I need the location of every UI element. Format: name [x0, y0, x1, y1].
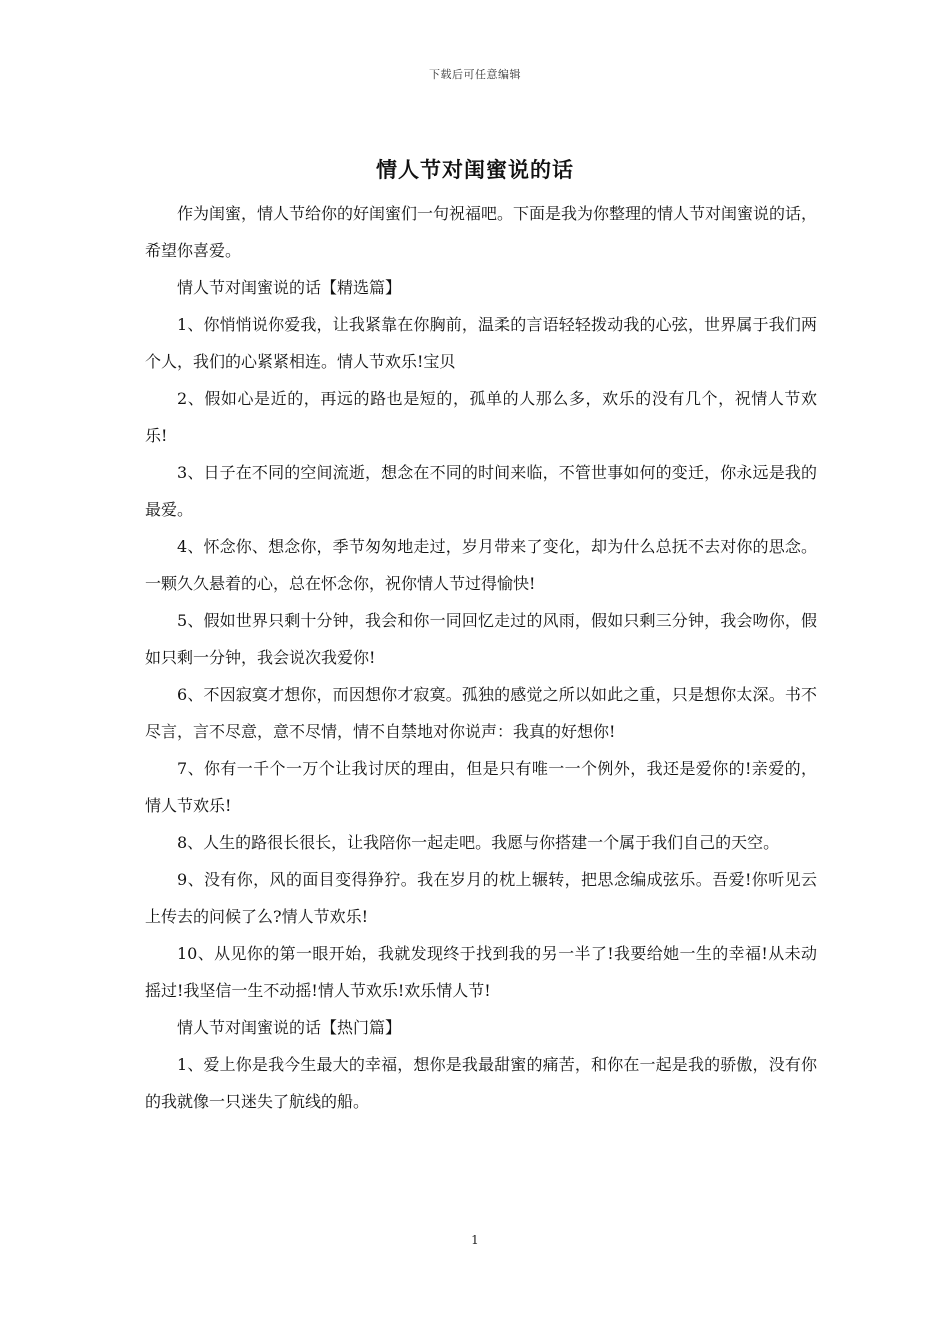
paragraph-item: 7、你有一千个一万个让我讨厌的理由，但是只有唯一一个例外，我还是爱你的!亲爱的，情人节欢乐! [145, 759, 817, 815]
page-number: 1 [471, 1233, 479, 1247]
intro-paragraph: 作为闺蜜，情人节给你的好闺蜜们一句祝福吧。下面是我为你整理的情人节对闺蜜说的话，希望你喜爱。 [145, 204, 818, 260]
header-note: 下载后可任意编辑 [429, 68, 521, 81]
paragraph-item: 6、不因寂寞才想你，而因想你才寂寞。孤独的感觉之所以如此之重，只是想你太深。书不尽言，言不尽意，意不尽情，情不自禁地对你说声：我真的好想你! [145, 685, 817, 741]
paragraph-item: 3、日子在不同的空间流逝，想念在不同的时间来临，不管世事如何的变迁，你永远是我的最爱。 [145, 463, 817, 519]
paragraph-item: 1、爱上你是我今生最大的幸福，想你是我最甜蜜的痛苦，和你在一起是我的骄傲，没有你的我就像一只迷失了航线的船。 [145, 1055, 817, 1111]
paragraph-item: 4、怀念你、想念你，季节匆匆地走过，岁月带来了变化，却为什么总抚不去对你的思念。一颗久久悬着的心，总在怀念你，祝你情人节过得愉快! [145, 537, 817, 593]
paragraph-item: 9、没有你，风的面目变得狰狞。我在岁月的枕上辗转，把思念编成弦乐。吾爱!你听见云上传去的问候了么?情人节欢乐! [145, 870, 817, 926]
paragraph-item: 1、你悄悄说你爱我，让我紧靠在你胸前，温柔的言语轻轻拨动我的心弦，世界属于我们两个人，我们的心紧紧相连。情人节欢乐!宝贝 [145, 315, 817, 371]
paragraph-item: 5、假如世界只剩十分钟，我会和你一同回忆走过的风雨，假如只剩三分钟，我会吻你，假如只剩一分钟，我会说次我爱你! [145, 611, 817, 667]
document-title: 情人节对闺蜜说的话 [376, 157, 574, 182]
paragraph-item: 8、人生的路很长很长，让我陪你一起走吧。我愿与你搭建一个属于我们自己的天空。 [177, 833, 780, 852]
document-body [145, 195, 817, 1120]
paragraph-item: 10、从见你的第一眼开始，我就发现终于找到我的另一半了!我要给她一生的幸福!从未动摇过!我坚信一生不动摇!情人节欢乐!欢乐情人节! [145, 944, 817, 1000]
section-heading-popular: 情人节对闺蜜说的话【热门篇】 [177, 1018, 402, 1037]
paragraph-item: 2、假如心是近的，再远的路也是短的，孤单的人那么多，欢乐的没有几个，祝情人节欢乐! [145, 389, 817, 445]
section-heading-featured: 情人节对闺蜜说的话【精选篇】 [177, 278, 402, 297]
